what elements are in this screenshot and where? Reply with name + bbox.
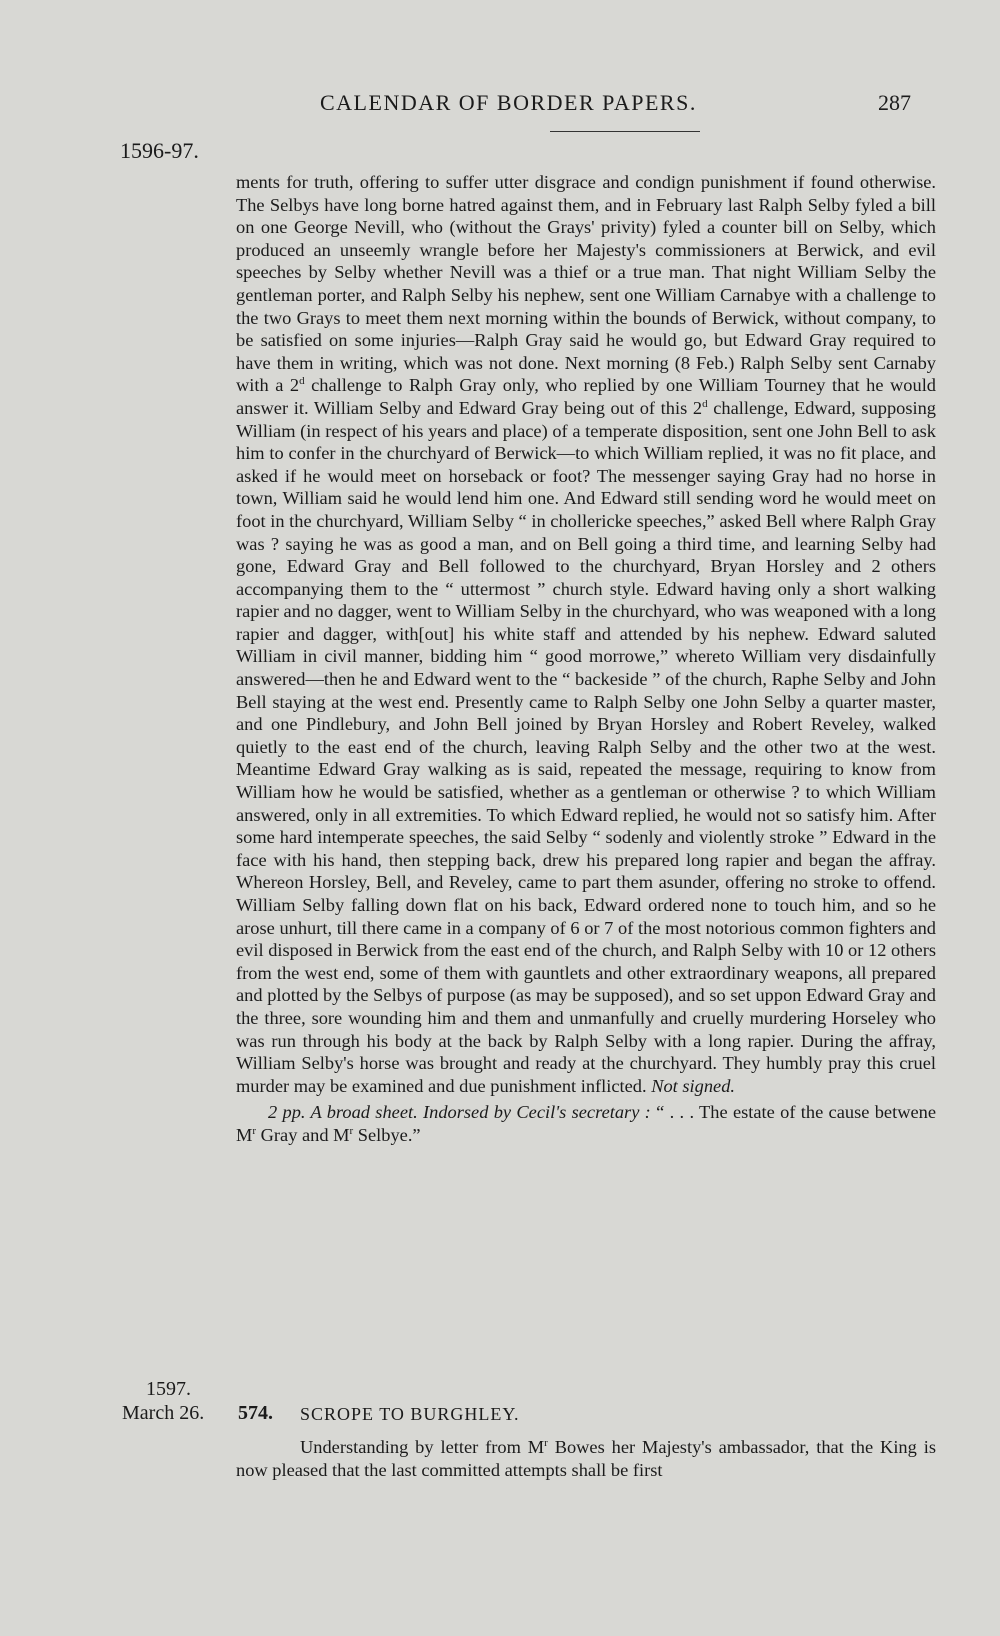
not-signed-note: Not signed. <box>651 1075 735 1096</box>
main-paragraph: ments for truth, offering to suffer utter disgrace and condign punishment if found otherwise. The Selbys have long borne hatred against them, and in February last Ralph Selby fyled a bill on one George Nevill, who (without the Grays' privity) fyled a counter bill on Selby, which produced an unseemly wrangle before her Majesty's commissioners at Berwick, and evil speeches by Selby whether Nevill was a thief or a true man. That night William Selby the gentleman porter, and Ralph Selby his nephew, sent one William Carnabye with a challenge to the two Grays to meet them next morning within the bounds of Berwick, without company, to be satisfied on some injuries—Ralph Gray said he would go, but Edward Gray required to have them in writing, which was not done. Next morning (8 Feb.) Ralph Selby sent Carnaby with a 2$^d$ challenge to Ralph Gray only, who replied by one William Tourney that he would answer it. William Selby and Edward Gray being out of this 2$^d$ challenge, Edward, supposing William (in respect of his years and place) of a temperate disposition, sent one John Bell to ask him to confer in the churchyard of Berwick—to which William replied, it was no fit place, and asked if he would meet on horseback or foot? The messenger saying Gray had no horse in town, William said he would lend him one. And Edward still sending word he would meet on foot in the churchyard, William Selby “ in chollericke speeches,” asked Bell where Ralph Gray was ? saying he was as good a man, and on Bell going a third time, and learning Selby had gone, Edward Gray and Bell followed to the churchyard, Bryan Horsley and 2 others accompanying them to the “ uttermost ” church style. Edward having only a short walking rapier and no dagger, went to William Selby in the churchyard, who was weaponed with a long rapier and dagger, with[out] his white staff and attended by his nephew. Edward saluted William in civil manner, bidding him “ good morrowe,” whereto William very disdainfully answered—then he and Edward went to the “ backeside ” of the church, Raphe Selby and John Bell staying at the west end. Presently came to Ralph Selby one John Selby a quarter master, and one Pindlebury, and John Bell joined by Bryan Horsley and Robert Reveley, walked quietly to the east end of the church, leaving Ralph Selby and the other two at the west. Meantime Edward Gray walking as is said, repeated the message, requiring to know from William how he would be satisfied, whether as a gentleman or otherwise ? to which William answered, only in all extremities. To which Edward replied, he would not so satisfy him. After some hard intemperate speeches, the said Selby “ sodenly and violently stroke ” Edward in the face with his hand, then stepping back, drew his prepared long rapier and began the affray. Whereon Horsley, Bell, and Reveley, came to part them asunder, offering no stroke to offend. William Selby falling down flat on his back, Edward ordered none to touch him, and so he arose unhurt, till there came in a company of 6 or 7 of the most notorious common fighters and evil disposed in Berwick from the east end of the church, and Ralph Selby with 10 or 12 others from the west end, some of them with gauntlets and other extraordinary weapons, all prepared and plotted by the Selbys of purpose (as may be supposed), and so set uppon Edward Gray and the three, sore wounding him and them and unmanfully and cruelly murdering Horseley who was run through his body at the back by Ralph Selby with a long rapier. During the affray, William Selby's horse was brought and ready at the churchyard. They humbly pray this cruel murder may be examined and due punishment inflicted. Not signed. <box>236 172 937 1096</box>
entry-heading: SCROPE TO BURGHLEY. <box>300 1404 520 1424</box>
margin-year-top: 1596-97. <box>120 138 199 163</box>
body-text <box>236 171 936 1147</box>
margin-year-second: 1597. <box>146 1378 191 1400</box>
document-description-note: 2 pp. A broad sheet. Indorsed by Cecil's secretary : “ . . . The estate of the cause betwene $M^r$ Gray and $M^r$ Selbye.” <box>236 1102 936 1145</box>
running-head <box>0 90 1000 120</box>
page-title: CALENDAR OF BORDER PAPERS. <box>320 90 697 115</box>
header-rule <box>550 131 700 132</box>
margin-date: March 26. <box>122 1402 205 1424</box>
page-number: 287 <box>878 90 911 115</box>
next-entry-text: Understanding by letter from $M^r$ Bowes her Majesty's ambassador, that the King is now pleased that the last committed attempts shall be first <box>236 1436 936 1480</box>
entry-number: 574. <box>238 1402 273 1424</box>
